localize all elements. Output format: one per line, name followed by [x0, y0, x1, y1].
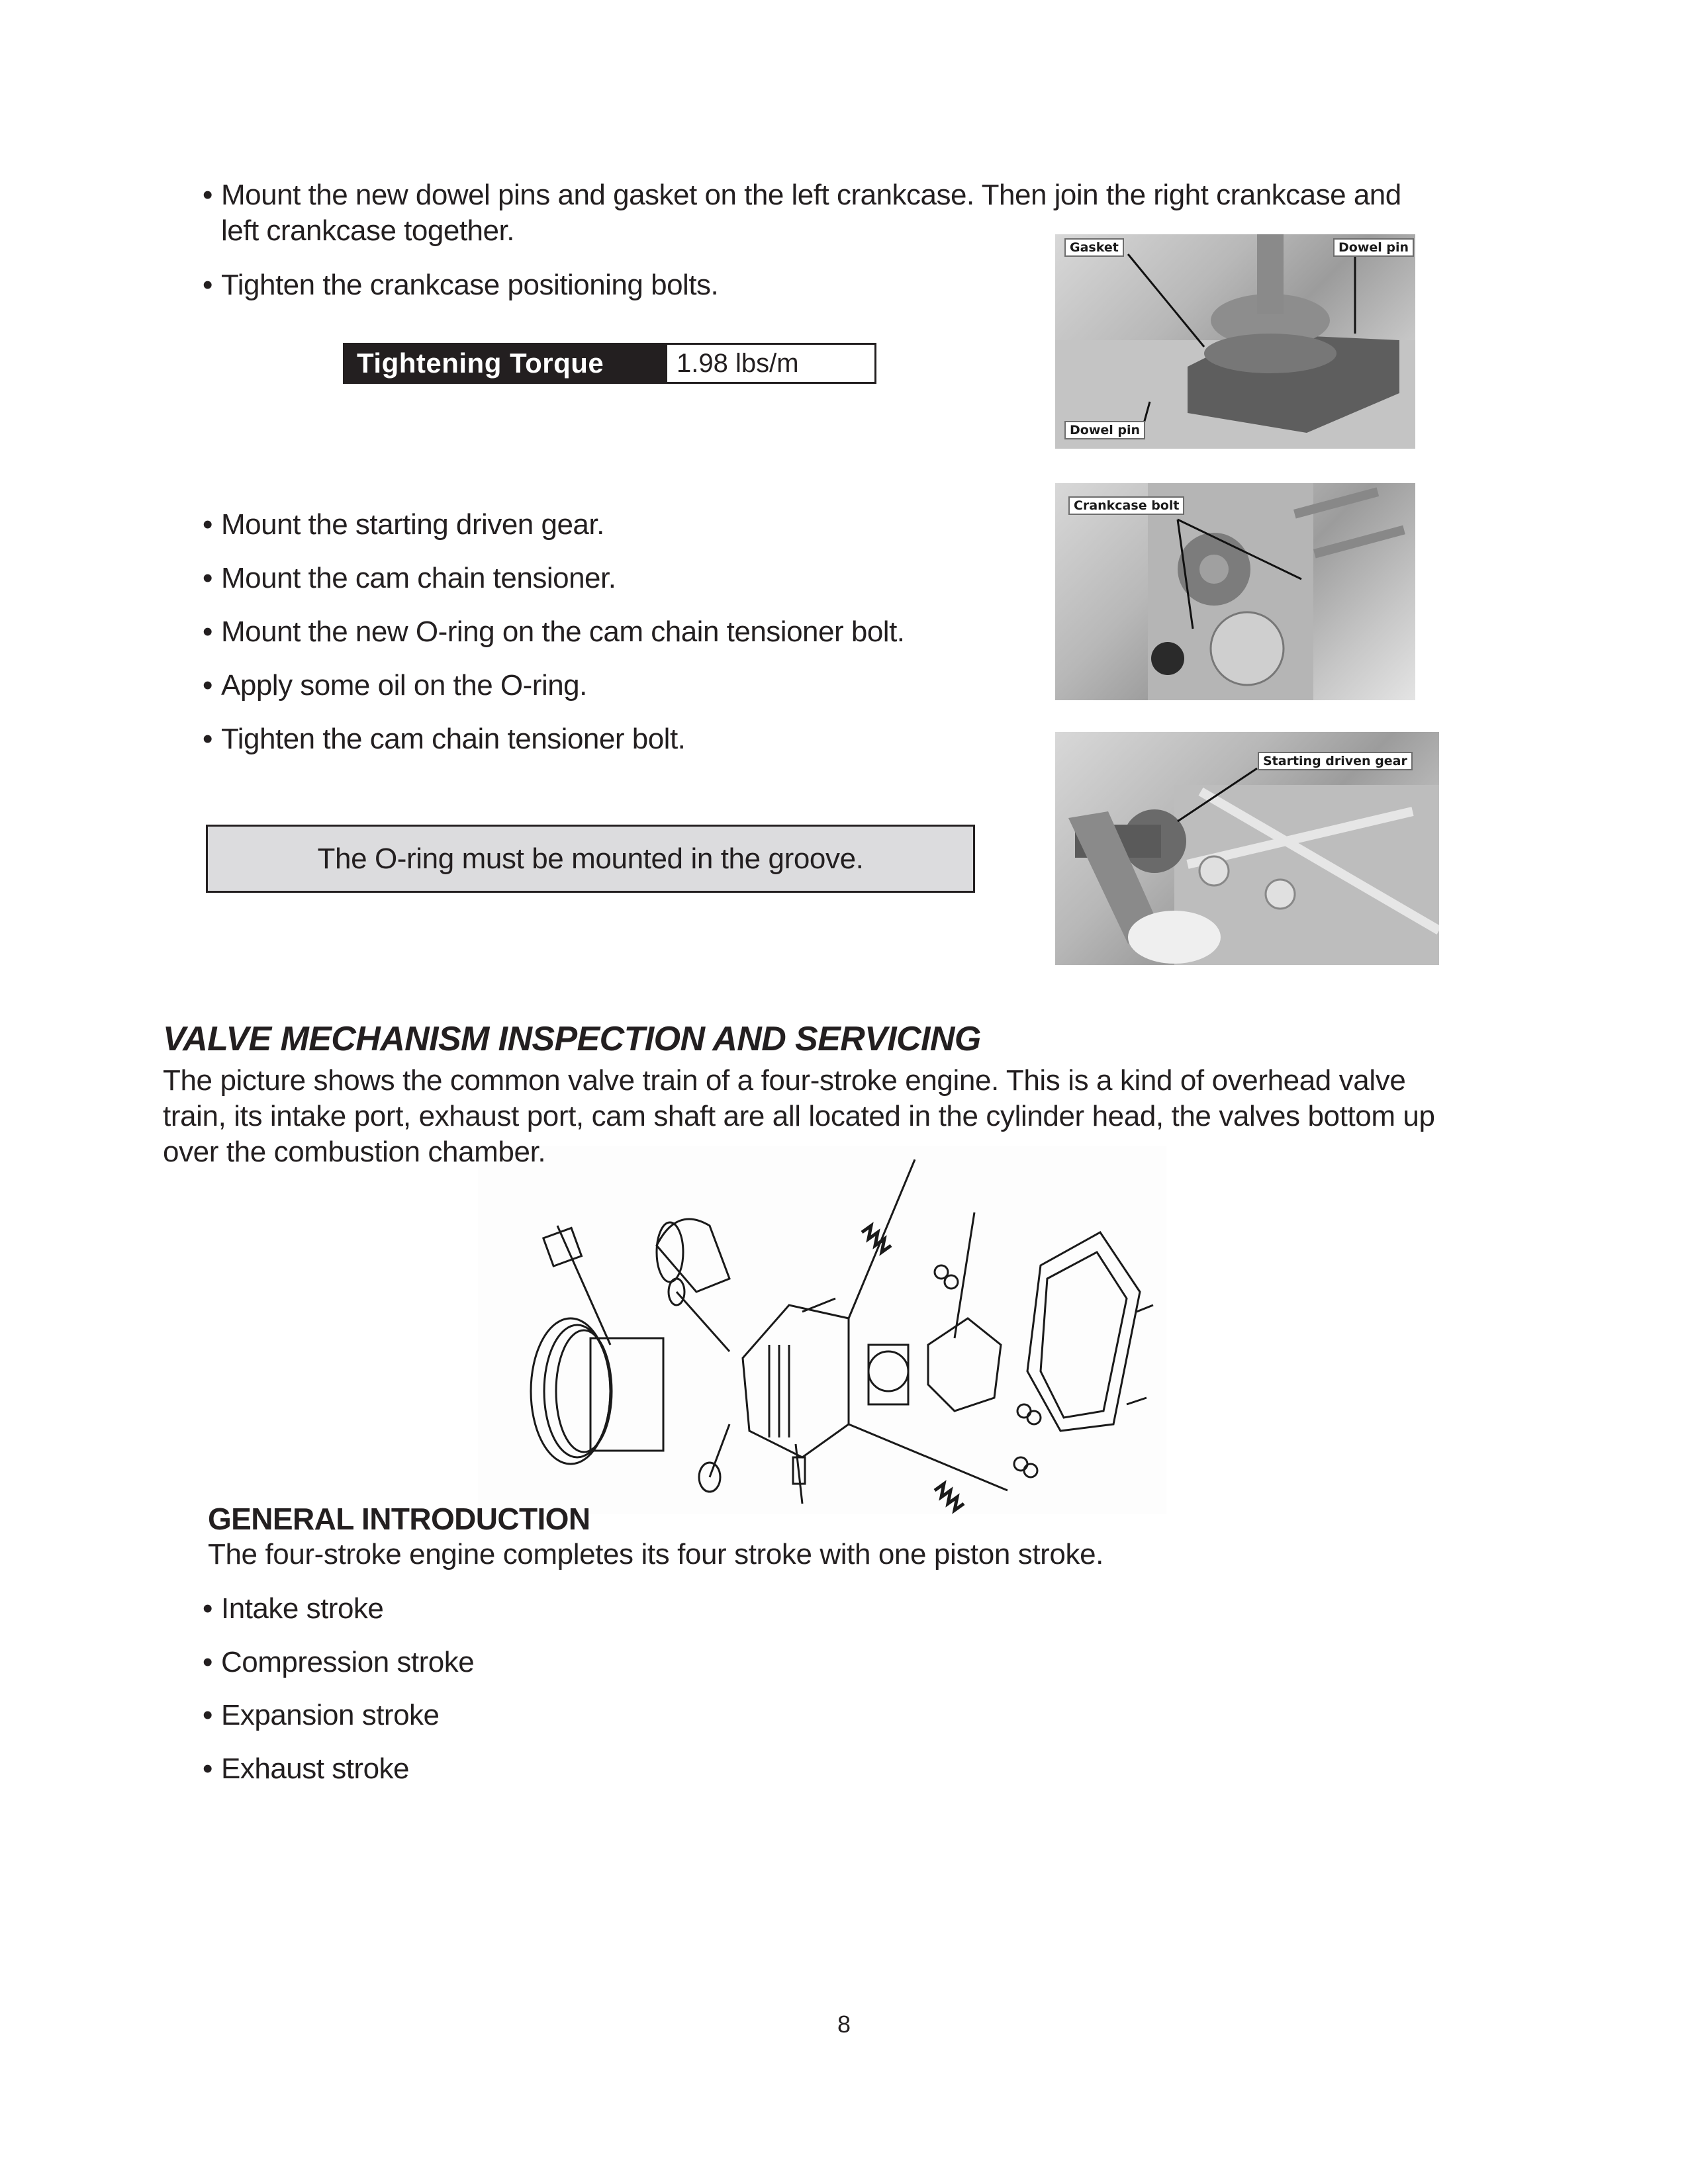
step-text: Mount the new dowel pins and gasket on the left crankcase. Then join the right crankcase and	[221, 179, 1401, 211]
stroke-text: Intake stroke	[221, 1592, 384, 1625]
crankcase-gasket-illustration	[1055, 234, 1415, 449]
tightening-torque-table	[343, 343, 876, 384]
bullet-icon: •	[203, 562, 212, 594]
photo-crankcase-gasket	[1055, 234, 1415, 449]
torque-value: 1.98 lbs/m	[667, 345, 874, 382]
callout-dowel-pin-bottom: Dowel pin	[1064, 421, 1145, 439]
step-text: Tighten the crankcase positioning bolts.	[221, 269, 719, 301]
stroke-text: Expansion stroke	[221, 1699, 440, 1731]
step-tighten-tensioner-bolt	[203, 721, 685, 757]
bullet-icon: •	[203, 179, 212, 211]
step-mount-starting-gear	[203, 507, 604, 543]
bullet-icon: •	[203, 723, 212, 755]
section-title-valve-mechanism: VALVE MECHANISM INSPECTION AND SERVICING	[163, 1020, 981, 1058]
bullet-icon: •	[203, 269, 212, 301]
step-text: Apply some oil on the O-ring.	[221, 669, 587, 702]
photo-crankcase-bolt	[1055, 483, 1415, 700]
valve-intro-line-2: train, its intake port, exhaust port, cam shaft are all located in the cylinder head, the valves bottom up	[163, 1100, 1435, 1132]
valve-intro-line-3: over the combustion chamber.	[163, 1136, 546, 1168]
torque-label: Tightening Torque	[357, 347, 604, 379]
step-mount-dowel-pins-cont	[221, 213, 514, 249]
step-text: Mount the cam chain tensioner.	[221, 562, 616, 594]
stroke-text: Compression stroke	[221, 1646, 475, 1678]
stroke-expansion	[203, 1698, 440, 1733]
callout-dowel-pin-top: Dowel pin	[1333, 238, 1414, 257]
bullet-icon: •	[203, 1699, 212, 1731]
stroke-exhaust	[203, 1751, 409, 1787]
callout-gasket: Gasket	[1064, 238, 1124, 257]
bullet-icon: •	[203, 615, 212, 648]
bullet-icon: •	[203, 1592, 212, 1625]
bullet-icon: •	[203, 1646, 212, 1678]
callout-crankcase-bolt: Crankcase bolt	[1068, 496, 1184, 515]
o-ring-note: The O-ring must be mounted in the groove.	[206, 825, 975, 893]
bullet-icon: •	[203, 1752, 212, 1785]
bullet-icon: •	[203, 508, 212, 541]
step-apply-oil	[203, 668, 587, 704]
step-tighten-positioning-bolts	[203, 267, 718, 303]
stroke-intake	[203, 1591, 383, 1627]
valve-train-exploded-diagram	[478, 1146, 1166, 1514]
step-text: left crankcase together.	[221, 214, 514, 247]
step-mount-o-ring	[203, 614, 905, 650]
crankcase-bolt-illustration	[1055, 483, 1415, 700]
step-mount-tensioner	[203, 561, 616, 596]
general-intro-text: The four-stroke engine completes its four stroke with one piston stroke.	[208, 1538, 1103, 1570]
section-title-general-introduction: GENERAL INTRODUCTION	[208, 1502, 590, 1536]
stroke-text: Exhaust stroke	[221, 1752, 410, 1785]
page-number: 8	[837, 2011, 851, 2038]
exploded-view-illustration	[478, 1146, 1166, 1514]
bullet-icon: •	[203, 669, 212, 702]
step-mount-dowel-pins	[203, 177, 1401, 213]
step-text: Mount the new O-ring on the cam chain tensioner bolt.	[221, 615, 905, 648]
stroke-compression	[203, 1645, 474, 1680]
callout-starting-driven-gear: Starting driven gear	[1258, 752, 1413, 770]
step-text: Mount the starting driven gear.	[221, 508, 604, 541]
step-text: Tighten the cam chain tensioner bolt.	[221, 723, 686, 755]
valve-intro-line-1: The picture shows the common valve train of a four-stroke engine. This is a kind of overhead valve	[163, 1064, 1406, 1097]
photo-starting-driven-gear	[1055, 732, 1439, 965]
